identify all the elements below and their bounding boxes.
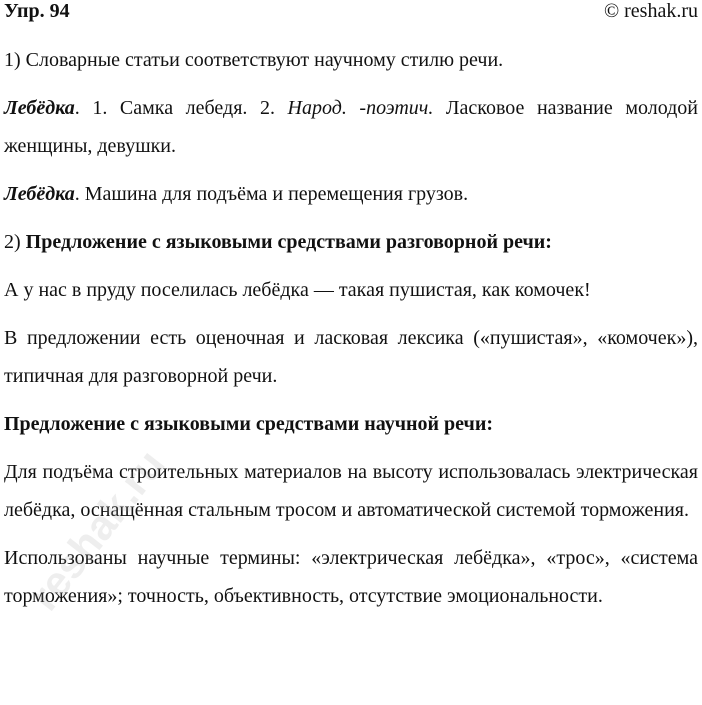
exercise-title: Упр. 94 xyxy=(4,0,70,22)
copyright-label: © reshak.ru xyxy=(603,0,698,22)
paragraph-style-note: 1) Словарные статьи соответствуют научному стилю речи. xyxy=(4,49,504,71)
section-2-heading xyxy=(4,223,698,261)
section-number: 2) xyxy=(4,231,26,253)
entry-definition: . Машина для подъёма и перемещения грузов. xyxy=(74,183,469,205)
entry-word: Лебёдка xyxy=(4,97,75,119)
header xyxy=(4,0,698,28)
dictionary-entry-1 xyxy=(4,89,698,165)
entry-definition: Ласковое название молодой женщины, девушки. xyxy=(4,97,699,157)
entry-word: Лебёдка xyxy=(4,183,75,205)
scientific-comment: Использованы научные термины: «электрическая лебёдка», «трос», «система торможения»; точность, объективность, отсутствие эмоциональности. xyxy=(4,547,698,607)
watermark: reshak.ru xyxy=(20,440,174,619)
entry-senses: . 1. Самка лебедя. 2. xyxy=(74,97,288,119)
content xyxy=(4,41,698,625)
colloquial-example: А у нас в пруду поселилась лебёдка — такая пушистая, как комочек! xyxy=(4,279,591,301)
heading-text: Предложение с языковыми средствами разговорной речи: xyxy=(25,231,552,253)
dictionary-entry-2 xyxy=(4,175,698,213)
colloquial-comment: В предложении есть оценочная и ласковая лексика («пушистая», «комочек»), типичная для разговорной речи. xyxy=(4,327,698,387)
scientific-example: Для подъёма строительных материалов на высоту использовалась электрическая лебёдка, оснащённая стальным тросом и автоматической системой торможения. xyxy=(4,461,698,521)
section-3-heading: Предложение с языковыми средствами научной речи: xyxy=(4,413,494,435)
entry-mark: Народ. -поэтич. xyxy=(287,97,434,119)
